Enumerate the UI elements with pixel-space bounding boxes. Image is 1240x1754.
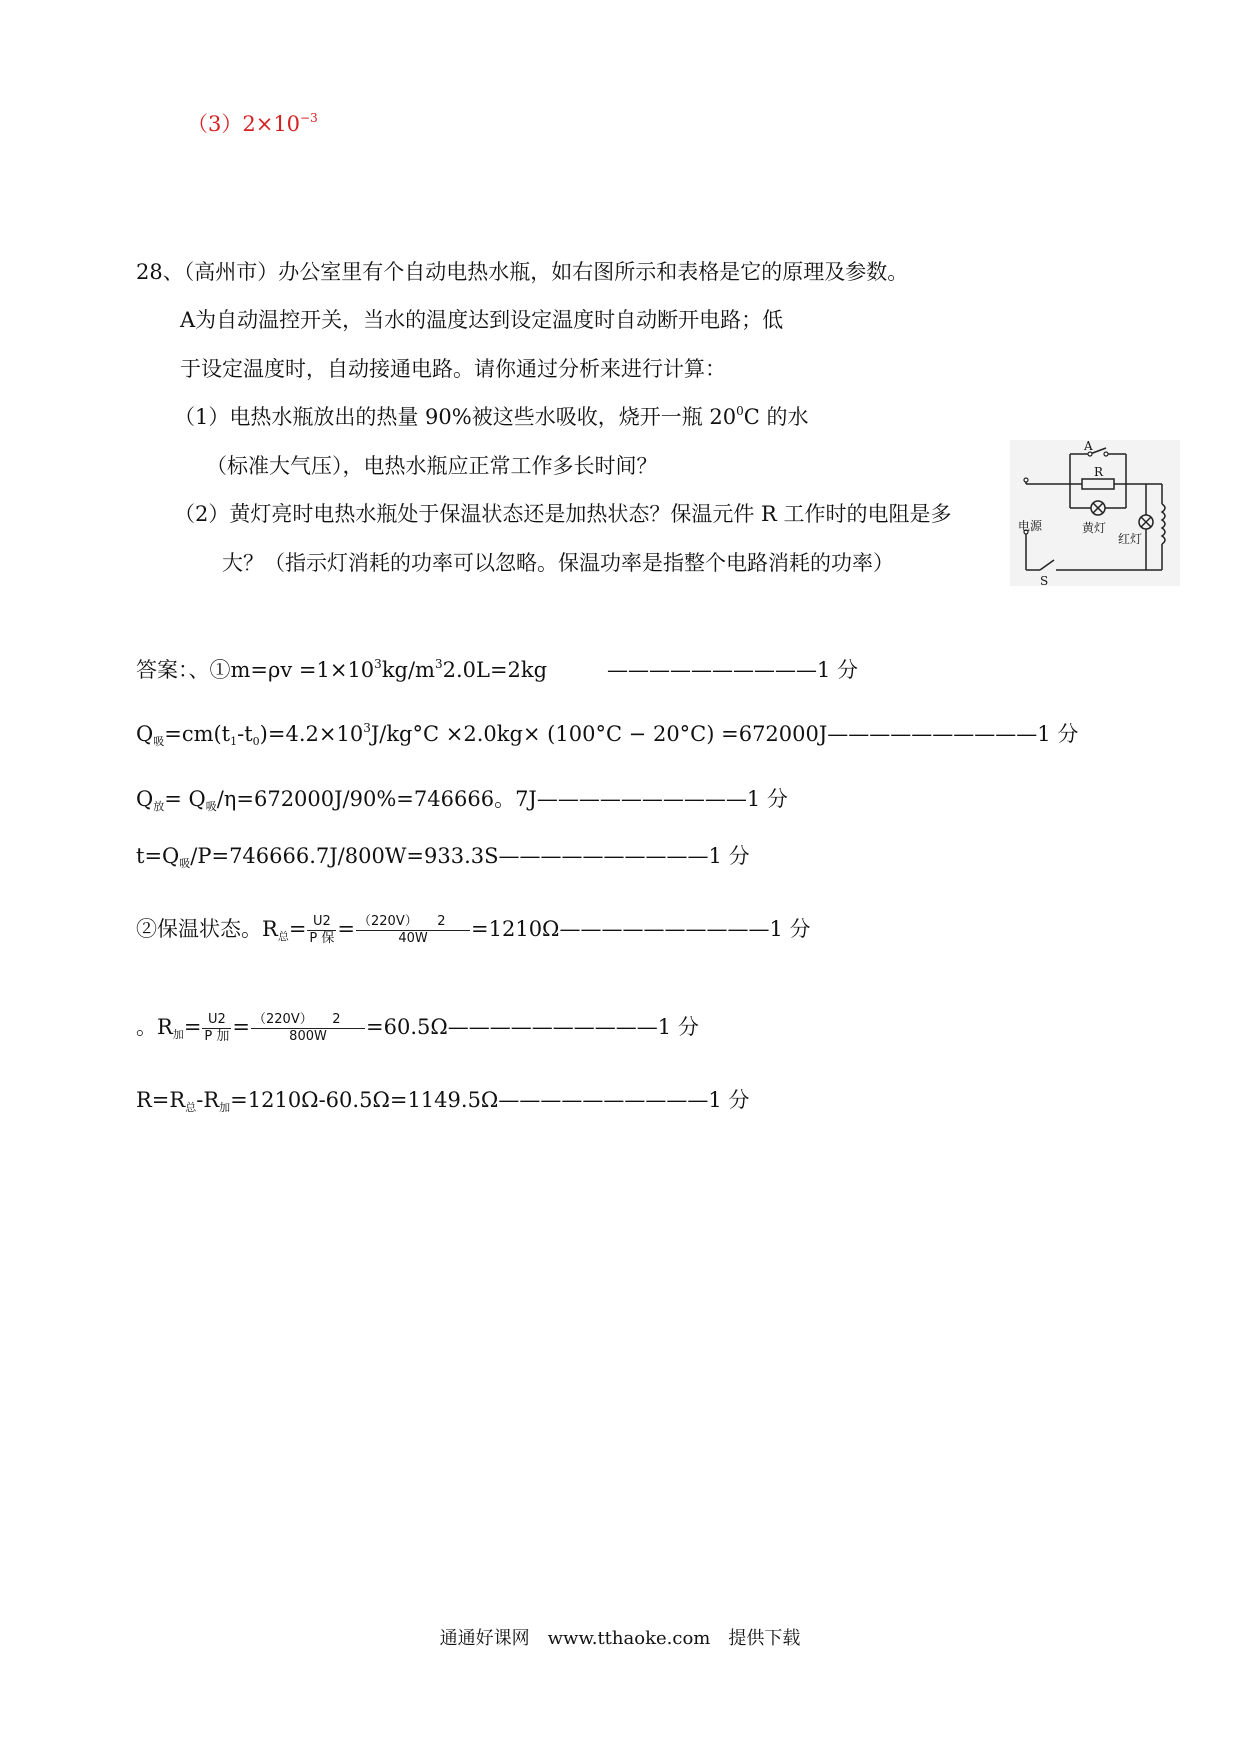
footer-credit: 通通好课网 www.tthaoke.com 提供下载 [439, 1628, 801, 1649]
power-terminal [1024, 478, 1028, 482]
sub-question-1-line-2: （标准大气压），电热水瓶应正常工作多长时间？ [206, 454, 658, 478]
fraction-220v-40w: $\frac{(220V) 2}{40W}$ [356, 914, 470, 947]
answer-line-2: $Q_吸=cm(t_1-t_0)=4.2\times 10^3J/kg^\circ C \times 2.0kg\times (100^\circ C - 20^\circ C)$ =672000J——————————1 分 [136, 721, 1079, 748]
fraction-220v-800w: $\frac{(220V) 2}{800W}$ [251, 1012, 365, 1045]
answer-line-5: ②保温状态。$R_总=$ $\frac{U2}{\text{P 保}}$ = $\frac{(220V) 2}{40W}$ =1210Ω——————————1 分 [136, 914, 811, 946]
sub-question-1: （1）电热水瓶放出的热量 90%被这些水吸收，烧开一瓶 $20^0C$ 的水 [174, 404, 809, 429]
question-intro: 28、（高州市）办公室里有个自动电热水瓶，如右图所示和表格是它的原理及参数。 [136, 260, 909, 284]
circuit-diagram [1010, 440, 1180, 586]
answer-line-6: 。$R_加=$ $\frac{U2}{\text{P 加}}$ = $\frac{(220V) 2}{800W}$ =60.5Ω——————————1 分 [136, 1012, 699, 1044]
fraction-u2-p-heat: $\frac{U2}{\text{P 加}}$ [204, 1012, 230, 1044]
question-line-2: A为自动温控开关，当水的温度达到设定温度时自动断开电路；低 [180, 308, 784, 332]
answer-line-4: $t=Q_吸/P=746666.7J/800W=933.3S——————————1$ 分 [136, 844, 750, 870]
fraction-u2-p: $\frac{U2}{\text{P 保}}$ [309, 914, 335, 946]
sub-question-2-line-2: 大？（指示灯消耗的功率可以忽略。保温功率是指整个电路消耗的功率） [222, 551, 894, 575]
heater-coil-icon [1162, 504, 1165, 544]
label-power: 电源 [1018, 519, 1043, 533]
switch-s-blade [1040, 560, 1054, 570]
label-s: S [1040, 574, 1049, 586]
question-line-3: 于设定温度时，自动接通电路。请你通过分析来进行计算： [180, 357, 726, 381]
label-a: A [1084, 440, 1093, 453]
answer-line-1: 答案：、①m=ρv $=1\times 10^3kg/m^32.0L=2kg$ [136, 657, 548, 682]
answer-line-7: $R=R_总-R_加=1210\Omega-60.5\Omega=1149.5\Omega——————————1$ 分 [136, 1088, 750, 1114]
resistor-r [1082, 479, 1114, 489]
answer-line-3: $Q_放= Q_吸/\eta=672000J/90\%=746666$。7J——————————1 分 [136, 787, 788, 813]
sub-question-2: （2）黄灯亮时电热水瓶处于保温状态还是加热状态？保温元件 R 工作时的电阻是多 [174, 502, 952, 526]
previous-answer: $(3)2\times 10^{-3}$ [187, 111, 318, 136]
switch-contact [1104, 452, 1108, 456]
label-red-lamp: 红灯 [1118, 532, 1143, 546]
answer-line-1-score: ——————————1 分 [607, 658, 859, 682]
label-yellow-lamp: 黄灯 [1082, 521, 1107, 535]
label-r: R [1094, 465, 1104, 479]
